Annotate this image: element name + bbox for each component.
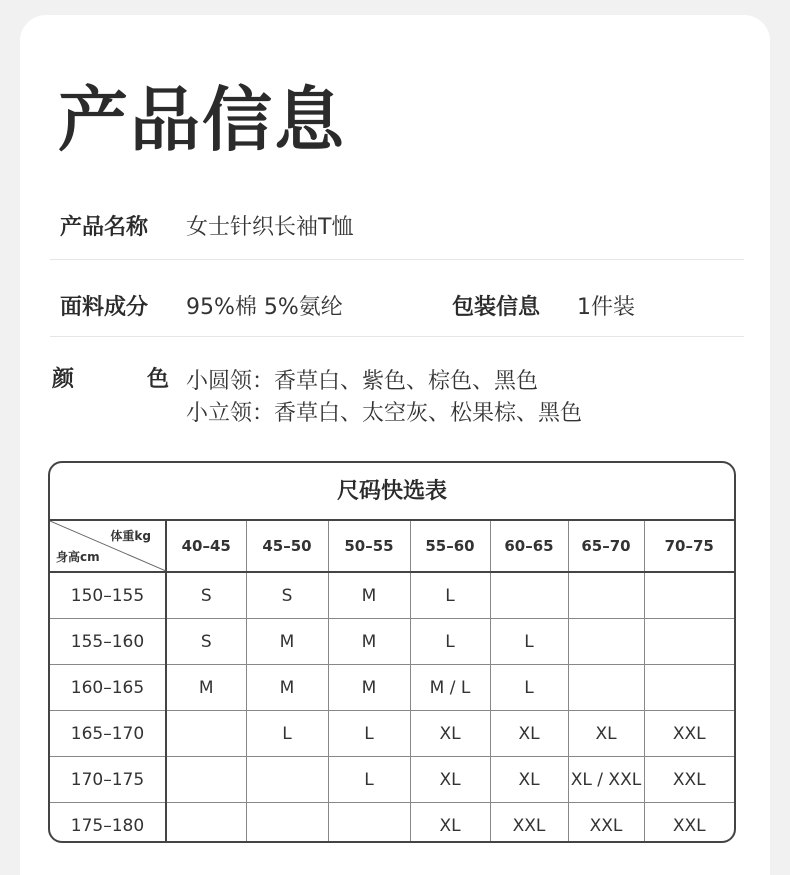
size-table: [50, 521, 734, 843]
size-cell: [166, 757, 246, 803]
size-chart: [48, 461, 736, 843]
table-row: [50, 711, 734, 757]
size-cell: [644, 619, 734, 665]
weight-range-header: 55–60: [410, 521, 490, 572]
height-range-cell: 160–165: [50, 665, 166, 711]
weight-range-header: 40–45: [166, 521, 246, 572]
packaging-value: 1件装: [577, 295, 635, 320]
size-cell: XXL: [490, 803, 568, 844]
size-cell: [568, 572, 644, 619]
color-line-stand-collar: 小立领：香草白、太空灰、松果棕、黑色: [186, 401, 583, 426]
size-cell: XL: [490, 711, 568, 757]
size-cell: [166, 711, 246, 757]
size-cell: M: [166, 665, 246, 711]
table-row: [50, 572, 734, 619]
size-cell: L: [410, 572, 490, 619]
size-cell: L: [328, 757, 410, 803]
weight-range-header: 60–65: [490, 521, 568, 572]
color-label-part2: 色: [147, 367, 170, 392]
size-cell: XL: [490, 757, 568, 803]
size-cell: L: [410, 619, 490, 665]
size-cell: XL: [410, 803, 490, 844]
size-cell: M: [246, 619, 328, 665]
size-cell: L: [490, 665, 568, 711]
table-row: [50, 665, 734, 711]
table-row: [50, 803, 734, 844]
size-cell: S: [246, 572, 328, 619]
size-cell: XL: [410, 711, 490, 757]
size-cell: XXL: [568, 803, 644, 844]
height-range-cell: 170–175: [50, 757, 166, 803]
size-cell: M: [246, 665, 328, 711]
size-cell: L: [246, 711, 328, 757]
size-cell: XXL: [672, 815, 706, 836]
size-cell: XXL: [644, 711, 734, 757]
fabric-value: 95%棉 5%氨纶: [186, 295, 343, 320]
size-cell: [644, 665, 734, 711]
size-table-corner: [50, 521, 166, 572]
table-row: [50, 757, 734, 803]
weight-axis-label: 体重kg: [110, 529, 151, 543]
color-line-round-neck: 小圆领：香草白、紫色、棕色、黑色: [186, 369, 539, 394]
color-label-part1: 颜: [52, 367, 75, 392]
height-range-cell: 165–170: [50, 711, 166, 757]
table-row: [50, 619, 734, 665]
size-cell: XXL: [644, 757, 734, 803]
product-name-value: 女士针织长袖T恤: [186, 215, 354, 240]
size-cell: [246, 757, 328, 803]
size-chart-title: 尺码快选表: [50, 463, 734, 521]
size-cell: [328, 803, 410, 844]
weight-range-header: 70–75: [644, 521, 734, 572]
size-cell: M: [328, 619, 410, 665]
size-cell: [568, 619, 644, 665]
height-range-cell: 150–155: [50, 572, 166, 619]
size-cell: S: [166, 572, 246, 619]
height-range-cell: 175–180: [50, 803, 166, 844]
size-cell: XL: [410, 757, 490, 803]
size-table-header-row: [50, 521, 734, 572]
size-cell: [166, 803, 246, 844]
page-title: 产品信息: [58, 79, 346, 161]
height-axis-label: 身高cm: [56, 550, 100, 564]
size-cell: [490, 572, 568, 619]
divider: [50, 259, 744, 260]
weight-range-header: 50–55: [328, 521, 410, 572]
divider: [50, 336, 744, 337]
size-cell: [568, 665, 644, 711]
size-cell: M: [328, 572, 410, 619]
size-cell: XL / XXL: [568, 757, 644, 803]
size-cell: M: [328, 665, 410, 711]
weight-range-header: 45–50: [246, 521, 328, 572]
weight-range-header: 65–70: [568, 521, 644, 572]
size-cell: L: [490, 619, 568, 665]
height-range-cell: 155–160: [50, 619, 166, 665]
size-cell: M / L: [410, 665, 490, 711]
fabric-label: 面料成分: [60, 295, 149, 320]
size-cell: L: [328, 711, 410, 757]
size-cell: S: [166, 619, 246, 665]
product-name-label: 产品名称: [60, 215, 149, 240]
size-cell: [246, 803, 328, 844]
packaging-label: 包装信息: [452, 295, 541, 320]
size-cell: XL: [568, 711, 644, 757]
size-cell: [644, 572, 734, 619]
